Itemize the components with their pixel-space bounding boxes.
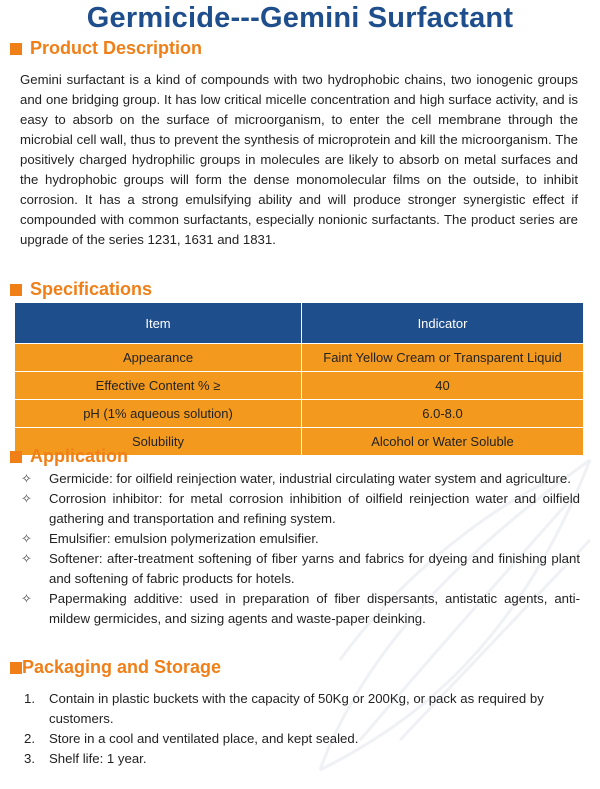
heading-square-icon <box>10 284 22 296</box>
section-heading-specifications <box>10 279 152 300</box>
list-item-text: Germicide: for oilfield reinjection water, industrial circulating water system and agriculture. <box>49 471 571 486</box>
table-cell-indicator: 6.0-8.0 <box>302 400 584 428</box>
list-item <box>14 529 580 549</box>
diamond-bullet-icon: ✧ <box>21 491 32 506</box>
list-item-text: Emulsifier: emulsion polymerization emulsifier. <box>49 531 319 546</box>
list-item <box>14 549 580 589</box>
column-header-item: Item <box>15 303 302 344</box>
section-heading-packaging <box>10 657 221 678</box>
table-row <box>15 344 584 372</box>
page-title: Germicide---Gemini Surfactant <box>86 2 514 34</box>
list-item <box>14 729 580 749</box>
list-item-text: Contain in plastic buckets with the capacity of 50Kg or 200Kg, or pack as required by customers. <box>49 691 544 726</box>
table-cell-item: pH (1% aqueous solution) <box>15 400 302 428</box>
list-item-text: Shelf life: 1 year. <box>49 751 147 766</box>
application-list <box>14 469 580 629</box>
table-cell-indicator: Alcohol or Water Soluble <box>302 428 584 456</box>
section-heading-text: Specifications <box>30 279 153 299</box>
list-item-text: Papermaking additive: used in preparation of fiber dispersants, antistatic agents, anti-mildew germicides, and sizing agents and waste-paper deinking. <box>49 591 580 626</box>
packaging-list <box>14 689 580 769</box>
list-number: 2. <box>24 731 35 746</box>
section-heading-application <box>10 446 128 467</box>
table-header-row <box>15 303 584 344</box>
list-item-text: Corrosion inhibitor: for metal corrosion inhibition of oilfield reinjection water and oilfield gathering and transportation and refining system. <box>49 491 580 526</box>
table-cell-indicator: 40 <box>302 372 584 400</box>
section-heading-product-description <box>10 38 202 59</box>
section-heading-text: Product Description <box>30 38 203 58</box>
section-heading-text: Packaging and Storage <box>22 657 222 677</box>
heading-square-icon <box>10 43 22 55</box>
list-number: 3. <box>24 751 35 766</box>
product-description-text: Gemini surfactant is a kind of compounds with two hydrophobic chains, two ionogenic groups and one bridging group. It has low critical micelle concentration and high surface activity, and is easy to absorb on the surface of microorganism, to enter the cell membrane through the microbial cell wall, thus to prevent the synthesis of microprotein and kill the microorganism. The positively charged hydrophilic groups in molecules are likely to absorb on metal surfaces and the hydrophobic groups will form the dense monomolecular films on the outside, to inhibit corrosion. It has a strong emulsifying ability and will produce stronger synergistic effect if compounded with common surfactants, especially nonionic surfactants. The product series are upgrade of the series 1231, 1631 and 1831. <box>20 72 578 247</box>
list-item <box>14 469 580 489</box>
list-item-text: Store in a cool and ventilated place, and kept sealed. <box>49 731 359 746</box>
list-item <box>14 589 580 629</box>
specifications-table <box>14 302 584 456</box>
table-row <box>15 372 584 400</box>
heading-square-icon <box>10 662 22 674</box>
list-item <box>14 749 580 769</box>
section-heading-text: Application <box>30 446 128 466</box>
heading-square-icon <box>10 451 22 463</box>
table-cell-item: Appearance <box>15 344 302 372</box>
list-item <box>14 489 580 529</box>
table-row <box>15 400 584 428</box>
list-item <box>14 689 580 729</box>
list-number: 1. <box>24 691 35 706</box>
diamond-bullet-icon: ✧ <box>21 471 32 486</box>
table-cell-item: Effective Content % ≥ <box>15 372 302 400</box>
diamond-bullet-icon: ✧ <box>21 551 32 566</box>
diamond-bullet-icon: ✧ <box>21 591 32 606</box>
list-item-text: Softener: after-treatment softening of fiber yarns and fabrics for dyeing and finishing plant and softening of fabric products for hotels. <box>49 551 580 586</box>
table-cell-item: Solubility <box>15 428 302 456</box>
table-cell-indicator: Faint Yellow Cream or Transparent Liquid <box>302 344 584 372</box>
column-header-indicator: Indicator <box>302 303 584 344</box>
diamond-bullet-icon: ✧ <box>21 531 32 546</box>
